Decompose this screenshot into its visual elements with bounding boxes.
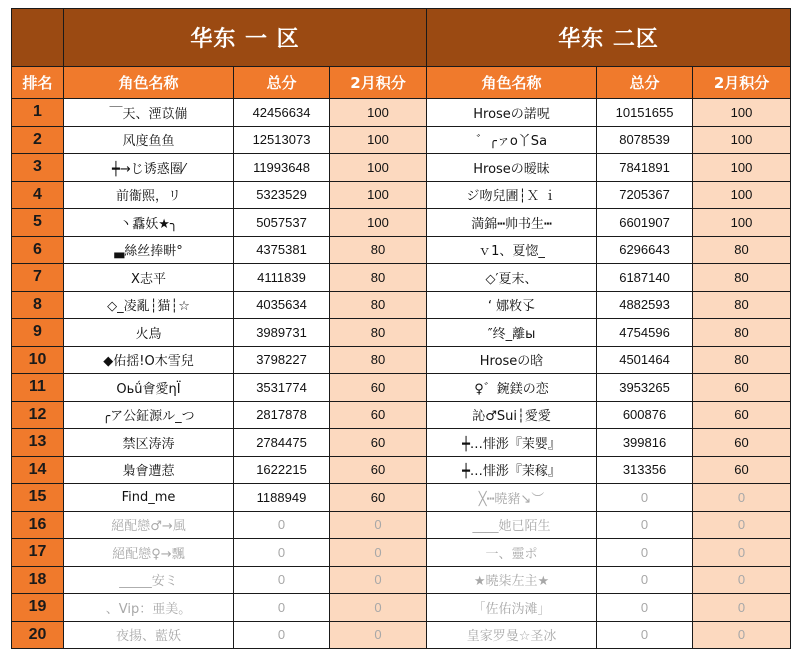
header-total-east1: 总分 [234, 67, 330, 99]
name-east1: 絕配戀♀→飄 [64, 539, 234, 567]
name-east2: ″终_離ы [427, 319, 597, 347]
total-east1: 0 [234, 511, 330, 539]
total-east1: 42456634 [234, 99, 330, 127]
name-east1: Oьǘ會愛ηΪ [64, 374, 234, 402]
month-east1: 80 [330, 264, 427, 292]
zone-title-east1: 华东 一 区 [64, 9, 427, 67]
month-east2: 80 [693, 264, 791, 292]
zone-title-east2: 华东 二区 [427, 9, 791, 67]
month-east2: 0 [693, 566, 791, 594]
month-east1: 100 [330, 181, 427, 209]
total-east2: 6187140 [597, 264, 693, 292]
month-east1: 60 [330, 429, 427, 457]
name-east2: ‘ 娜敉孓 [427, 291, 597, 319]
rank-cell: 3 [12, 154, 64, 182]
total-east1: 5057537 [234, 209, 330, 237]
table-row [12, 594, 791, 622]
total-east2: 8078539 [597, 126, 693, 154]
total-east2: 4882593 [597, 291, 693, 319]
month-east1: 60 [330, 484, 427, 512]
total-east2: 0 [597, 594, 693, 622]
header-month-east2: 2月积分 [693, 67, 791, 99]
corner-cell [12, 9, 64, 67]
month-east1: 0 [330, 621, 427, 649]
name-east1: ┿→じ诱惑圈⁄ [64, 154, 234, 182]
total-east2: 0 [597, 484, 693, 512]
name-east2: ♀゛鋺鎂の恋 [427, 374, 597, 402]
table-row [12, 99, 791, 127]
total-east2: 6296643 [597, 236, 693, 264]
name-east2: 訫♂Sui┆愛愛 [427, 401, 597, 429]
name-east1: 风度鱼鱼 [64, 126, 234, 154]
total-east2: 600876 [597, 401, 693, 429]
month-east2: 0 [693, 594, 791, 622]
table-row [12, 374, 791, 402]
name-east1: ╭ア公鉦源ル_つ [64, 401, 234, 429]
total-east2: 313356 [597, 456, 693, 484]
name-east2: ╳┅曉豬↘︶ [427, 484, 597, 512]
name-east1: 夜揚、藍妖 [64, 621, 234, 649]
total-east2: 0 [597, 566, 693, 594]
total-east2: 4754596 [597, 319, 693, 347]
total-east2: 399816 [597, 429, 693, 457]
month-east2: 80 [693, 291, 791, 319]
name-east2: 一、靈ポ [427, 539, 597, 567]
name-east1: ◆佑揺!O木雪兒 [64, 346, 234, 374]
header-name-east1: 角色名称 [64, 67, 234, 99]
header-month-east1: 2月积分 [330, 67, 427, 99]
total-east2: 6601907 [597, 209, 693, 237]
month-east2: 80 [693, 236, 791, 264]
table-row [12, 346, 791, 374]
month-east1: 100 [330, 99, 427, 127]
rank-cell: 18 [12, 566, 64, 594]
month-east1: 0 [330, 511, 427, 539]
month-east1: 80 [330, 236, 427, 264]
rank-cell: 14 [12, 456, 64, 484]
name-east2: ┿…悱浵『茉婴』 [427, 429, 597, 457]
total-east1: 0 [234, 539, 330, 567]
ranking-rows [12, 99, 791, 649]
name-east1: Find_me [64, 484, 234, 512]
name-east1: 絕配戀♂→風 [64, 511, 234, 539]
name-east1: 火鳥 [64, 319, 234, 347]
total-east1: 5323529 [234, 181, 330, 209]
ranking-board [11, 8, 790, 656]
table-row [12, 264, 791, 292]
month-east2: 60 [693, 374, 791, 402]
month-east1: 0 [330, 539, 427, 567]
month-east2: 80 [693, 319, 791, 347]
total-east1: 4111839 [234, 264, 330, 292]
total-east2: 0 [597, 511, 693, 539]
table-row [12, 126, 791, 154]
month-east1: 60 [330, 374, 427, 402]
name-east2: 皇家罗曼☆圣冰 [427, 621, 597, 649]
name-east1: 前衞熙，リ [64, 181, 234, 209]
name-east1: 梟會遭惹 [64, 456, 234, 484]
rank-cell: 7 [12, 264, 64, 292]
total-east1: 11993648 [234, 154, 330, 182]
header-rank: 排名 [12, 67, 64, 99]
month-east1: 60 [330, 401, 427, 429]
table-row [12, 456, 791, 484]
total-east2: 7841891 [597, 154, 693, 182]
month-east2: 60 [693, 401, 791, 429]
name-east2: Hroseの晗 [427, 346, 597, 374]
name-east2: ｖ1、夏惚_ [427, 236, 597, 264]
total-east1: 0 [234, 621, 330, 649]
month-east1: 100 [330, 209, 427, 237]
table-row [12, 484, 791, 512]
table-row [12, 291, 791, 319]
month-east2: 0 [693, 511, 791, 539]
month-east1: 80 [330, 291, 427, 319]
month-east2: 100 [693, 99, 791, 127]
name-east1: X志平 [64, 264, 234, 292]
name-east1: 、Vip：亜美。 [64, 594, 234, 622]
total-east1: 3798227 [234, 346, 330, 374]
table-row [12, 209, 791, 237]
total-east2: 0 [597, 539, 693, 567]
month-east1: 100 [330, 126, 427, 154]
name-east2: ゛╭ァo丫Sa [427, 126, 597, 154]
month-east1: 80 [330, 346, 427, 374]
table-row [12, 236, 791, 264]
rank-cell: 6 [12, 236, 64, 264]
header-total-east2: 总分 [597, 67, 693, 99]
month-east1: 0 [330, 566, 427, 594]
name-east1: ▃絲丝捧畊° [64, 236, 234, 264]
rank-cell: 2 [12, 126, 64, 154]
month-east2: 100 [693, 126, 791, 154]
total-east1: 4035634 [234, 291, 330, 319]
total-east1: 12513073 [234, 126, 330, 154]
total-east1: 0 [234, 594, 330, 622]
total-east2: 4501464 [597, 346, 693, 374]
total-east2: 0 [597, 621, 693, 649]
month-east2: 100 [693, 181, 791, 209]
total-east1: 1188949 [234, 484, 330, 512]
rank-cell: 16 [12, 511, 64, 539]
total-east1: 2817878 [234, 401, 330, 429]
rank-cell: 5 [12, 209, 64, 237]
month-east2: 0 [693, 621, 791, 649]
rank-cell: 4 [12, 181, 64, 209]
month-east2: 80 [693, 346, 791, 374]
total-east1: 4375381 [234, 236, 330, 264]
month-east2: 100 [693, 209, 791, 237]
total-east2: 10151655 [597, 99, 693, 127]
rank-cell: 9 [12, 319, 64, 347]
month-east1: 100 [330, 154, 427, 182]
table-row [12, 511, 791, 539]
rank-cell: 20 [12, 621, 64, 649]
ranking-table [11, 8, 791, 649]
table-row [12, 181, 791, 209]
total-east1: 1622215 [234, 456, 330, 484]
rank-cell: 12 [12, 401, 64, 429]
rank-cell: 17 [12, 539, 64, 567]
rank-cell: 19 [12, 594, 64, 622]
total-east1: 3989731 [234, 319, 330, 347]
month-east1: 80 [330, 319, 427, 347]
month-east2: 0 [693, 539, 791, 567]
month-east2: 0 [693, 484, 791, 512]
table-row [12, 429, 791, 457]
table-row [12, 621, 791, 649]
total-east1: 0 [234, 566, 330, 594]
table-row [12, 401, 791, 429]
name-east1: 禁区涛涛 [64, 429, 234, 457]
table-row [12, 566, 791, 594]
month-east2: 60 [693, 456, 791, 484]
rank-cell: 13 [12, 429, 64, 457]
name-east2: ◇′夏末、 [427, 264, 597, 292]
total-east2: 7205367 [597, 181, 693, 209]
name-east2: ジ吻兒圕┆Ｘ ｉ [427, 181, 597, 209]
table-row [12, 319, 791, 347]
table-row [12, 539, 791, 567]
name-east2: ★曉柒左主★ [427, 566, 597, 594]
rank-cell: 1 [12, 99, 64, 127]
rank-cell: 15 [12, 484, 64, 512]
rank-cell: 11 [12, 374, 64, 402]
name-east2: Hroseの諾呪 [427, 99, 597, 127]
total-east1: 3531774 [234, 374, 330, 402]
total-east2: 3953265 [597, 374, 693, 402]
name-east2: Hroseの暧昧 [427, 154, 597, 182]
rank-cell: 8 [12, 291, 64, 319]
name-east1: _____安ミ [64, 566, 234, 594]
name-east1: 丶馫妖★╮ [64, 209, 234, 237]
name-east1: ￣天、湮苡傰 [64, 99, 234, 127]
header-name-east2: 角色名称 [427, 67, 597, 99]
month-east1: 60 [330, 456, 427, 484]
month-east2: 100 [693, 154, 791, 182]
name-east1: ◇_凌亂┆猫┆☆ [64, 291, 234, 319]
total-east1: 2784475 [234, 429, 330, 457]
table-row [12, 154, 791, 182]
month-east2: 60 [693, 429, 791, 457]
name-east2: ┿…悱浵『茉稼』 [427, 456, 597, 484]
name-east2: ____她已陌生 [427, 511, 597, 539]
name-east2: 「佐佑沩滩」 [427, 594, 597, 622]
name-east2: 満錦┅帅书生┅ [427, 209, 597, 237]
rank-cell: 10 [12, 346, 64, 374]
month-east1: 0 [330, 594, 427, 622]
